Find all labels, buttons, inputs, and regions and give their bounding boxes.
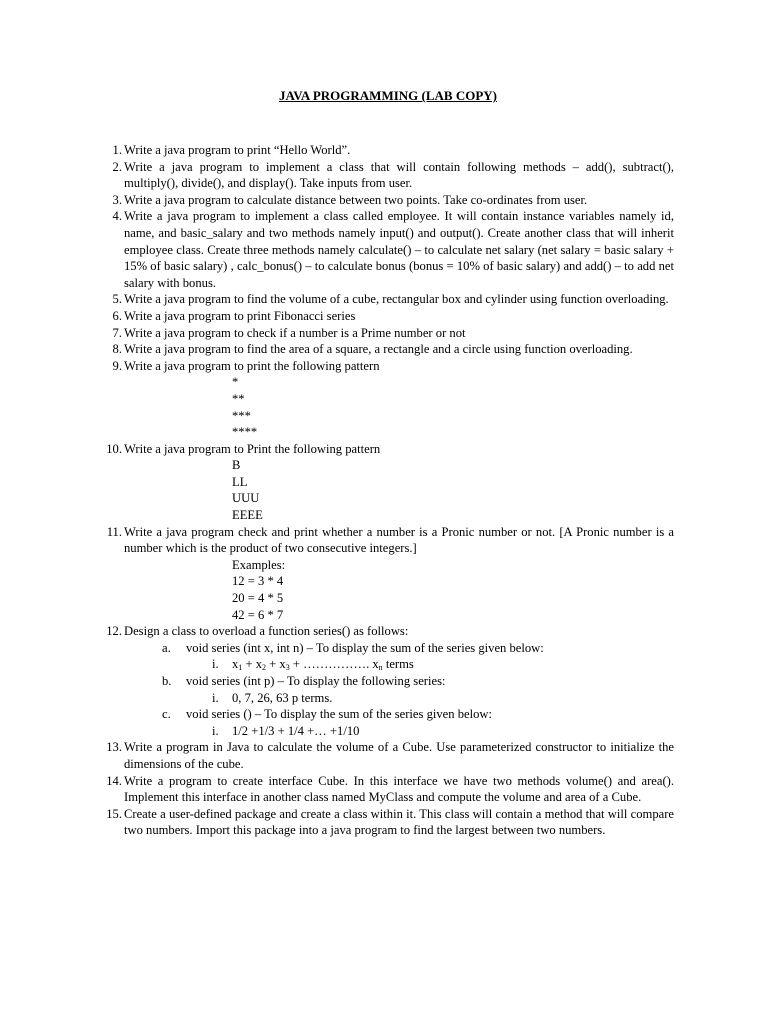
item-text: Write a program to create interface Cube. In this interface we have two methods volume() and area(). Implement this interface in another class named MyClass and compute the volume and area of a Cube. xyxy=(124,773,674,805)
exercise-item-12 xyxy=(0,623,768,739)
item-text: Write a java program to implement a class called employee. It will contain instance variables namely id, name, and basic_salary and two methods namely input() and output(). Create another class that will inherit employee class. Create three methods namely calculate() – to calculate net salary (net salary = basic salary + 15% of basic salary) , calc_bonus() – to calculate bonus (bonus = 10% of basic salary) and add() – to add net salary with bonus. xyxy=(124,209,674,290)
subitem-text: void series () – To display the sum of the series given below: xyxy=(186,707,492,722)
item-number: 1. xyxy=(112,143,122,157)
item-number: 5. xyxy=(112,292,122,307)
series-term: + x xyxy=(242,657,262,672)
exercise-item-8 xyxy=(0,341,768,358)
exercise-item-13 xyxy=(0,739,768,772)
item-number: 12. xyxy=(106,624,122,639)
item-text: Write a java program to print Fibonacci series xyxy=(124,308,356,323)
exercise-item-11 xyxy=(0,524,768,624)
examples-label: Examples: xyxy=(232,557,286,572)
roman-label: i. xyxy=(212,690,219,705)
pattern-line: ** xyxy=(232,391,245,406)
pattern-line: LL xyxy=(232,474,248,489)
pattern-line: **** xyxy=(232,425,258,440)
subitem-label: b. xyxy=(162,674,172,688)
item-text: Write a java program to print the following pattern xyxy=(124,358,380,373)
series-term: + ……………. x xyxy=(289,657,379,672)
item-text: Write a java program to implement a class that will contain following methods – add(), subtract(), multiply(), divide(), and display(). Take inputs from user. xyxy=(124,159,674,191)
item-number: 9. xyxy=(112,358,122,373)
exercise-item-1 xyxy=(0,142,768,159)
item-text: Write a java program to calculate distance between two points. Take co-ordinates from user. xyxy=(124,192,588,207)
item-number: 7. xyxy=(112,325,122,340)
subitem-label: c. xyxy=(162,707,171,722)
series-subscript: 1 xyxy=(238,663,243,673)
roman-item xyxy=(0,723,768,740)
exercise-item-14 xyxy=(0,773,768,806)
exercise-item-7 xyxy=(0,325,768,342)
item-text: Write a java program to find the volume of a cube, rectangular box and cylinder using function overloading. xyxy=(124,292,669,307)
pattern-line: EEEE xyxy=(232,508,263,523)
item-number: 2. xyxy=(112,159,122,174)
item-text: Write a program in Java to calculate the volume of a Cube. Use parameterized constructor to initialize the dimensions of the cube. xyxy=(124,740,674,771)
item-number: 14. xyxy=(106,773,122,788)
series-subscript: 2 xyxy=(262,663,266,673)
exercise-list xyxy=(0,142,768,839)
item-number: 4. xyxy=(112,209,122,224)
document-title: JAVA PROGRAMMING (LAB COPY) xyxy=(279,88,497,103)
item-number: 15. xyxy=(106,806,122,821)
exercise-item-4 xyxy=(0,208,768,291)
item-number: 13. xyxy=(106,740,122,755)
exercise-item-10 xyxy=(0,441,768,524)
pattern-line: *** xyxy=(232,408,251,423)
exercise-item-2 xyxy=(0,159,768,192)
item-number: 8. xyxy=(112,342,122,357)
series-formula xyxy=(232,656,768,673)
exercise-item-9 xyxy=(0,358,768,441)
item-text: Write a java program to print “Hello World”. xyxy=(124,143,351,157)
subitem-b xyxy=(0,673,768,690)
subitem-label: a. xyxy=(162,640,171,655)
item-number: 10. xyxy=(106,441,122,456)
roman-label: i. xyxy=(212,657,219,672)
example-line: 20 = 4 * 5 xyxy=(232,591,284,606)
subitem-text: void series (int p) – To display the following series: xyxy=(186,674,446,688)
roman-item xyxy=(0,656,768,673)
exercise-item-15 xyxy=(0,806,768,839)
item-number: 11. xyxy=(106,524,122,539)
item-number: 3. xyxy=(112,192,122,207)
example-line: 42 = 6 * 7 xyxy=(232,607,284,622)
series-formula: 1/2 +1/3 + 1/4 +… +1/10 xyxy=(232,723,360,738)
pattern-line: B xyxy=(232,458,241,473)
series-term: terms xyxy=(382,657,414,672)
series-term: + x xyxy=(266,657,286,672)
roman-item xyxy=(0,690,768,707)
series-term: x xyxy=(232,657,239,672)
exercise-item-5 xyxy=(0,291,768,308)
item-number: 6. xyxy=(112,308,122,323)
item-text: Design a class to overload a function series() as follows: xyxy=(124,624,409,639)
item-text: Write a java program to Print the following pattern xyxy=(124,441,381,456)
item-text: Write a java program to find the area of a square, a rectangle and a circle using function overloading. xyxy=(124,342,633,357)
series-subscript: 3 xyxy=(285,663,290,673)
roman-label: i. xyxy=(212,723,219,738)
subitem-c xyxy=(0,706,768,723)
item-text: Write a java program to check if a number is a Prime number or not xyxy=(124,325,466,340)
series-subscript: n xyxy=(378,663,383,673)
exercise-item-6 xyxy=(0,308,768,325)
pattern-line: UUU xyxy=(232,491,260,506)
item-text: Create a user-defined package and create a class within it. This class will contain a method that will compare two numbers. Import this package into a java program to find the largest between two numbers. xyxy=(124,806,674,838)
pattern-line: * xyxy=(232,375,239,390)
series-formula: 0, 7, 26, 63 p terms. xyxy=(232,690,333,705)
example-line: 12 = 3 * 4 xyxy=(232,574,284,589)
subitem-a xyxy=(0,640,768,657)
item-text: Write a java program check and print whether a number is a Pronic number or not. [A Pronic number is a number which is the product of two consecutive integers.] xyxy=(124,524,674,556)
subitem-text: void series (int x, int n) – To display the sum of the series given below: xyxy=(186,640,544,655)
exercise-item-3 xyxy=(0,192,768,209)
